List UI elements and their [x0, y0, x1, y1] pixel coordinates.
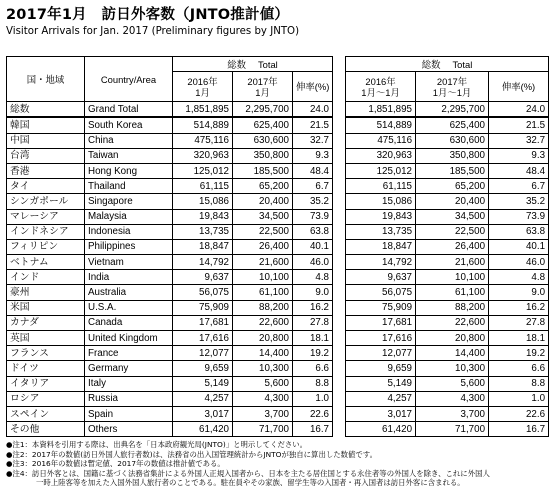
column-spacer [333, 285, 346, 300]
arrivals-2016-ytd-cell: 17,681 [346, 315, 416, 330]
arrivals-2017-ytd-cell: 71,700 [416, 422, 489, 437]
table-row [7, 315, 549, 330]
arrivals-2017-ytd-cell: 10,100 [416, 270, 489, 285]
region-cell: カナダ [7, 315, 85, 330]
arrivals-2016-ytd-cell: 19,843 [346, 209, 416, 224]
table-row [7, 285, 549, 300]
region-cell: マレーシア [7, 209, 85, 224]
arrivals-2016-jan-cell: 9,637 [173, 270, 233, 285]
growth-ytd-cell: 19.2 [489, 346, 549, 361]
column-spacer [333, 148, 346, 163]
arrivals-2017-jan-cell: 20,400 [233, 194, 293, 209]
arrivals-2016-jan-cell: 514,889 [173, 117, 233, 133]
growth-month-cell: 24.0 [293, 102, 333, 118]
arrivals-2016-ytd-cell: 125,012 [346, 163, 416, 178]
region-cell: 英国 [7, 331, 85, 346]
country-cell: Canada [85, 315, 173, 330]
arrivals-2016-ytd-cell: 3,017 [346, 406, 416, 421]
arrivals-2016-ytd-cell: 1,851,895 [346, 102, 416, 118]
country-cell: United Kingdom [85, 331, 173, 346]
arrivals-2016-jan-cell: 17,681 [173, 315, 233, 330]
country-cell: Italy [85, 376, 173, 391]
arrivals-2016-ytd-cell: 17,616 [346, 331, 416, 346]
growth-ytd-cell: 32.7 [489, 133, 549, 148]
arrivals-2017-ytd-cell: 22,600 [416, 315, 489, 330]
table-row [7, 209, 549, 224]
column-spacer [333, 179, 346, 194]
footnote: ●注2：2017年の数値(訪日外国人旅行者数)は、法務省の出入国管理統計からJNTOが独自に算出した数値です。 [6, 449, 377, 459]
growth-month-cell: 16.7 [293, 422, 333, 437]
growth-month-cell: 1.0 [293, 391, 333, 406]
table-row [7, 133, 549, 148]
table-row [7, 117, 549, 133]
arrivals-2016-jan-cell: 14,792 [173, 255, 233, 270]
arrivals-2017-jan-cell: 185,500 [233, 163, 293, 178]
arrivals-2017-jan-cell: 26,400 [233, 239, 293, 254]
arrivals-2017-jan-cell: 630,600 [233, 133, 293, 148]
arrivals-2016-jan-cell: 61,420 [173, 422, 233, 437]
header-total-ytd: 総数 Total [346, 57, 549, 72]
arrivals-2017-ytd-cell: 22,500 [416, 224, 489, 239]
region-cell: 豪州 [7, 285, 85, 300]
arrivals-2017-jan-cell: 2,295,700 [233, 102, 293, 118]
growth-ytd-cell: 8.8 [489, 376, 549, 391]
footnote: 一時上陸客等を加えた入国外国人旅行者のことである。駐在員やその家族、留学生等の入国者・再入国者は訪日外客に含まれる。 [36, 478, 465, 488]
header-country-area: Country/Area [85, 57, 173, 102]
arrivals-2016-jan-cell: 15,086 [173, 194, 233, 209]
growth-month-cell: 18.1 [293, 331, 333, 346]
header-2017-jan: 2017年 1月 [233, 72, 293, 102]
growth-month-cell: 6.6 [293, 361, 333, 376]
country-cell: Taiwan [85, 148, 173, 163]
growth-month-cell: 8.8 [293, 376, 333, 391]
footnotes [6, 440, 546, 488]
growth-ytd-cell: 6.6 [489, 361, 549, 376]
table-row [7, 361, 549, 376]
arrivals-2016-ytd-cell: 4,257 [346, 391, 416, 406]
arrivals-2016-ytd-cell: 61,420 [346, 422, 416, 437]
arrivals-2016-ytd-cell: 12,077 [346, 346, 416, 361]
arrivals-2016-ytd-cell: 9,637 [346, 270, 416, 285]
arrivals-2017-ytd-cell: 5,600 [416, 376, 489, 391]
growth-month-cell: 46.0 [293, 255, 333, 270]
region-cell: 香港 [7, 163, 85, 178]
region-cell: スペイン [7, 406, 85, 421]
growth-month-cell: 4.8 [293, 270, 333, 285]
table-row [7, 331, 549, 346]
table-row [7, 376, 549, 391]
growth-ytd-cell: 73.9 [489, 209, 549, 224]
country-cell: China [85, 133, 173, 148]
region-cell: イタリア [7, 376, 85, 391]
growth-ytd-cell: 21.5 [489, 117, 549, 133]
region-cell: インドネシア [7, 224, 85, 239]
growth-ytd-cell: 24.0 [489, 102, 549, 118]
arrivals-2017-ytd-cell: 20,400 [416, 194, 489, 209]
arrivals-2017-jan-cell: 65,200 [233, 179, 293, 194]
arrivals-2016-jan-cell: 18,847 [173, 239, 233, 254]
growth-month-cell: 21.5 [293, 117, 333, 133]
growth-ytd-cell: 48.4 [489, 163, 549, 178]
arrivals-2016-jan-cell: 13,735 [173, 224, 233, 239]
country-cell: Indonesia [85, 224, 173, 239]
arrivals-2017-jan-cell: 21,600 [233, 255, 293, 270]
growth-ytd-cell: 9.0 [489, 285, 549, 300]
growth-ytd-cell: 35.2 [489, 194, 549, 209]
table-row [7, 179, 549, 194]
arrivals-2017-jan-cell: 14,400 [233, 346, 293, 361]
growth-month-cell: 6.7 [293, 179, 333, 194]
arrivals-2017-ytd-cell: 61,100 [416, 285, 489, 300]
table-row [7, 422, 549, 437]
arrivals-2017-jan-cell: 22,500 [233, 224, 293, 239]
arrivals-2016-ytd-cell: 475,116 [346, 133, 416, 148]
table-row [7, 239, 549, 254]
table-row [7, 148, 549, 163]
growth-month-cell: 9.3 [293, 148, 333, 163]
country-cell: Australia [85, 285, 173, 300]
arrivals-2016-jan-cell: 19,843 [173, 209, 233, 224]
growth-ytd-cell: 6.7 [489, 179, 549, 194]
table-row [7, 255, 549, 270]
column-spacer [333, 209, 346, 224]
grand-total-row [7, 102, 549, 118]
country-cell: Singapore [85, 194, 173, 209]
country-cell: Russia [85, 391, 173, 406]
arrivals-2016-ytd-cell: 75,909 [346, 300, 416, 315]
arrivals-2016-jan-cell: 320,963 [173, 148, 233, 163]
column-spacer [333, 270, 346, 285]
arrivals-2017-jan-cell: 71,700 [233, 422, 293, 437]
table-row [7, 346, 549, 361]
arrivals-2016-ytd-cell: 18,847 [346, 239, 416, 254]
column-spacer [333, 117, 346, 133]
growth-month-cell: 22.6 [293, 406, 333, 421]
growth-month-cell: 27.8 [293, 315, 333, 330]
country-cell: Hong Kong [85, 163, 173, 178]
table-row [7, 406, 549, 421]
region-cell: ロシア [7, 391, 85, 406]
country-cell: Grand Total [85, 102, 173, 118]
column-spacer [333, 346, 346, 361]
table-row [7, 391, 549, 406]
growth-month-cell: 63.8 [293, 224, 333, 239]
growth-ytd-cell: 27.8 [489, 315, 549, 330]
arrivals-2016-jan-cell: 12,077 [173, 346, 233, 361]
arrivals-2017-ytd-cell: 88,200 [416, 300, 489, 315]
arrivals-2016-jan-cell: 9,659 [173, 361, 233, 376]
arrivals-2017-jan-cell: 34,500 [233, 209, 293, 224]
arrivals-2016-ytd-cell: 5,149 [346, 376, 416, 391]
growth-ytd-cell: 46.0 [489, 255, 549, 270]
column-spacer [333, 255, 346, 270]
region-cell: その他 [7, 422, 85, 437]
arrivals-2017-jan-cell: 4,300 [233, 391, 293, 406]
arrivals-2016-jan-cell: 56,075 [173, 285, 233, 300]
region-cell: フィリピン [7, 239, 85, 254]
arrivals-2017-jan-cell: 350,800 [233, 148, 293, 163]
arrivals-2016-jan-cell: 3,017 [173, 406, 233, 421]
column-spacer [333, 224, 346, 239]
footnote: ●注1：本資料を引用する際は、出典名を「日本政府観光局(JNTO)」と明示してください。 [6, 440, 308, 449]
growth-ytd-cell: 16.7 [489, 422, 549, 437]
header-region: 国・地域 [7, 57, 85, 102]
growth-month-cell: 73.9 [293, 209, 333, 224]
column-spacer [333, 102, 346, 118]
arrivals-2017-jan-cell: 625,400 [233, 117, 293, 133]
growth-month-cell: 19.2 [293, 346, 333, 361]
column-spacer [333, 376, 346, 391]
region-cell: シンガポール [7, 194, 85, 209]
table-row [7, 163, 549, 178]
arrivals-2017-ytd-cell: 20,800 [416, 331, 489, 346]
arrivals-2017-jan-cell: 10,100 [233, 270, 293, 285]
column-spacer [333, 163, 346, 178]
arrivals-2017-jan-cell: 3,700 [233, 406, 293, 421]
country-cell: U.S.A. [85, 300, 173, 315]
arrivals-2017-ytd-cell: 2,295,700 [416, 102, 489, 118]
arrivals-2016-jan-cell: 17,616 [173, 331, 233, 346]
region-cell: 中国 [7, 133, 85, 148]
region-cell: ベトナム [7, 255, 85, 270]
column-spacer [333, 194, 346, 209]
country-cell: Thailand [85, 179, 173, 194]
region-cell: 米国 [7, 300, 85, 315]
column-spacer [333, 239, 346, 254]
column-spacer [333, 422, 346, 437]
arrivals-2016-ytd-cell: 320,963 [346, 148, 416, 163]
arrivals-2016-ytd-cell: 15,086 [346, 194, 416, 209]
region-cell: 韓国 [7, 117, 85, 133]
arrivals-2017-jan-cell: 20,800 [233, 331, 293, 346]
footnote: ●注4：訪日外客とは、国籍に基づく法務省集計による外国人正規入国者から、日本を主たる居住国とする永住者等の外国人を除き、これに外国人 [6, 468, 490, 478]
header-2016-ytd: 2016年 1月～1月 [346, 72, 416, 102]
growth-month-cell: 32.7 [293, 133, 333, 148]
arrivals-2016-jan-cell: 125,012 [173, 163, 233, 178]
column-spacer [333, 391, 346, 406]
region-cell: 総数 [7, 102, 85, 118]
country-cell: South Korea [85, 117, 173, 133]
arrivals-2017-jan-cell: 22,600 [233, 315, 293, 330]
arrivals-2017-jan-cell: 5,600 [233, 376, 293, 391]
table-row [7, 270, 549, 285]
country-cell: Philippines [85, 239, 173, 254]
arrivals-2017-ytd-cell: 4,300 [416, 391, 489, 406]
arrivals-2017-ytd-cell: 630,600 [416, 133, 489, 148]
country-cell: Germany [85, 361, 173, 376]
arrivals-2017-ytd-cell: 21,600 [416, 255, 489, 270]
arrivals-2016-jan-cell: 1,851,895 [173, 102, 233, 118]
arrivals-2016-ytd-cell: 13,735 [346, 224, 416, 239]
visitor-arrivals-table [6, 56, 549, 437]
growth-month-cell: 35.2 [293, 194, 333, 209]
table-row [7, 300, 549, 315]
growth-ytd-cell: 18.1 [489, 331, 549, 346]
growth-ytd-cell: 9.3 [489, 148, 549, 163]
arrivals-2017-ytd-cell: 185,500 [416, 163, 489, 178]
growth-ytd-cell: 1.0 [489, 391, 549, 406]
arrivals-2017-ytd-cell: 26,400 [416, 239, 489, 254]
column-spacer [333, 57, 346, 102]
page-title: 2017年1月 訪日外客数（JNTO推計値） [6, 7, 290, 23]
growth-month-cell: 40.1 [293, 239, 333, 254]
arrivals-2016-ytd-cell: 9,659 [346, 361, 416, 376]
column-spacer [333, 361, 346, 376]
column-spacer [333, 315, 346, 330]
growth-ytd-cell: 40.1 [489, 239, 549, 254]
growth-ytd-cell: 22.6 [489, 406, 549, 421]
country-cell: India [85, 270, 173, 285]
arrivals-2016-ytd-cell: 14,792 [346, 255, 416, 270]
arrivals-2017-jan-cell: 10,300 [233, 361, 293, 376]
header-2016-jan: 2016年 1月 [173, 72, 233, 102]
page-subtitle: Visitor Arrivals for Jan. 2017 (Preliminary figures by JNTO) [6, 26, 300, 37]
arrivals-2017-jan-cell: 61,100 [233, 285, 293, 300]
column-spacer [333, 133, 346, 148]
arrivals-2016-jan-cell: 5,149 [173, 376, 233, 391]
arrivals-2016-jan-cell: 75,909 [173, 300, 233, 315]
table-row [7, 224, 549, 239]
arrivals-2016-ytd-cell: 514,889 [346, 117, 416, 133]
region-cell: 台湾 [7, 148, 85, 163]
arrivals-2016-ytd-cell: 56,075 [346, 285, 416, 300]
country-cell: France [85, 346, 173, 361]
column-spacer [333, 406, 346, 421]
growth-month-cell: 48.4 [293, 163, 333, 178]
arrivals-2017-ytd-cell: 10,300 [416, 361, 489, 376]
column-spacer [333, 331, 346, 346]
footnote: ●注3：2016年の数値は暫定値、2017年の数値は推計値である。 [6, 459, 225, 469]
column-spacer [333, 300, 346, 315]
growth-month-cell: 16.2 [293, 300, 333, 315]
growth-ytd-cell: 4.8 [489, 270, 549, 285]
arrivals-2016-jan-cell: 475,116 [173, 133, 233, 148]
arrivals-2017-ytd-cell: 65,200 [416, 179, 489, 194]
table-row [7, 194, 549, 209]
arrivals-2017-ytd-cell: 3,700 [416, 406, 489, 421]
country-cell: Spain [85, 406, 173, 421]
header-growth-month: 伸率(%) [293, 72, 333, 102]
country-cell: Others [85, 422, 173, 437]
arrivals-2017-ytd-cell: 625,400 [416, 117, 489, 133]
country-cell: Malaysia [85, 209, 173, 224]
arrivals-2017-jan-cell: 88,200 [233, 300, 293, 315]
header-total-month: 総数 Total [173, 57, 333, 72]
header-2017-ytd: 2017年 1月～1月 [416, 72, 489, 102]
growth-ytd-cell: 16.2 [489, 300, 549, 315]
header-growth-ytd: 伸率(%) [489, 72, 549, 102]
region-cell: フランス [7, 346, 85, 361]
growth-ytd-cell: 63.8 [489, 224, 549, 239]
arrivals-2016-jan-cell: 61,115 [173, 179, 233, 194]
arrivals-2017-ytd-cell: 350,800 [416, 148, 489, 163]
growth-month-cell: 9.0 [293, 285, 333, 300]
region-cell: インド [7, 270, 85, 285]
country-cell: Vietnam [85, 255, 173, 270]
arrivals-2017-ytd-cell: 34,500 [416, 209, 489, 224]
region-cell: ドイツ [7, 361, 85, 376]
arrivals-2017-ytd-cell: 14,400 [416, 346, 489, 361]
region-cell: タイ [7, 179, 85, 194]
arrivals-2016-jan-cell: 4,257 [173, 391, 233, 406]
arrivals-2016-ytd-cell: 61,115 [346, 179, 416, 194]
